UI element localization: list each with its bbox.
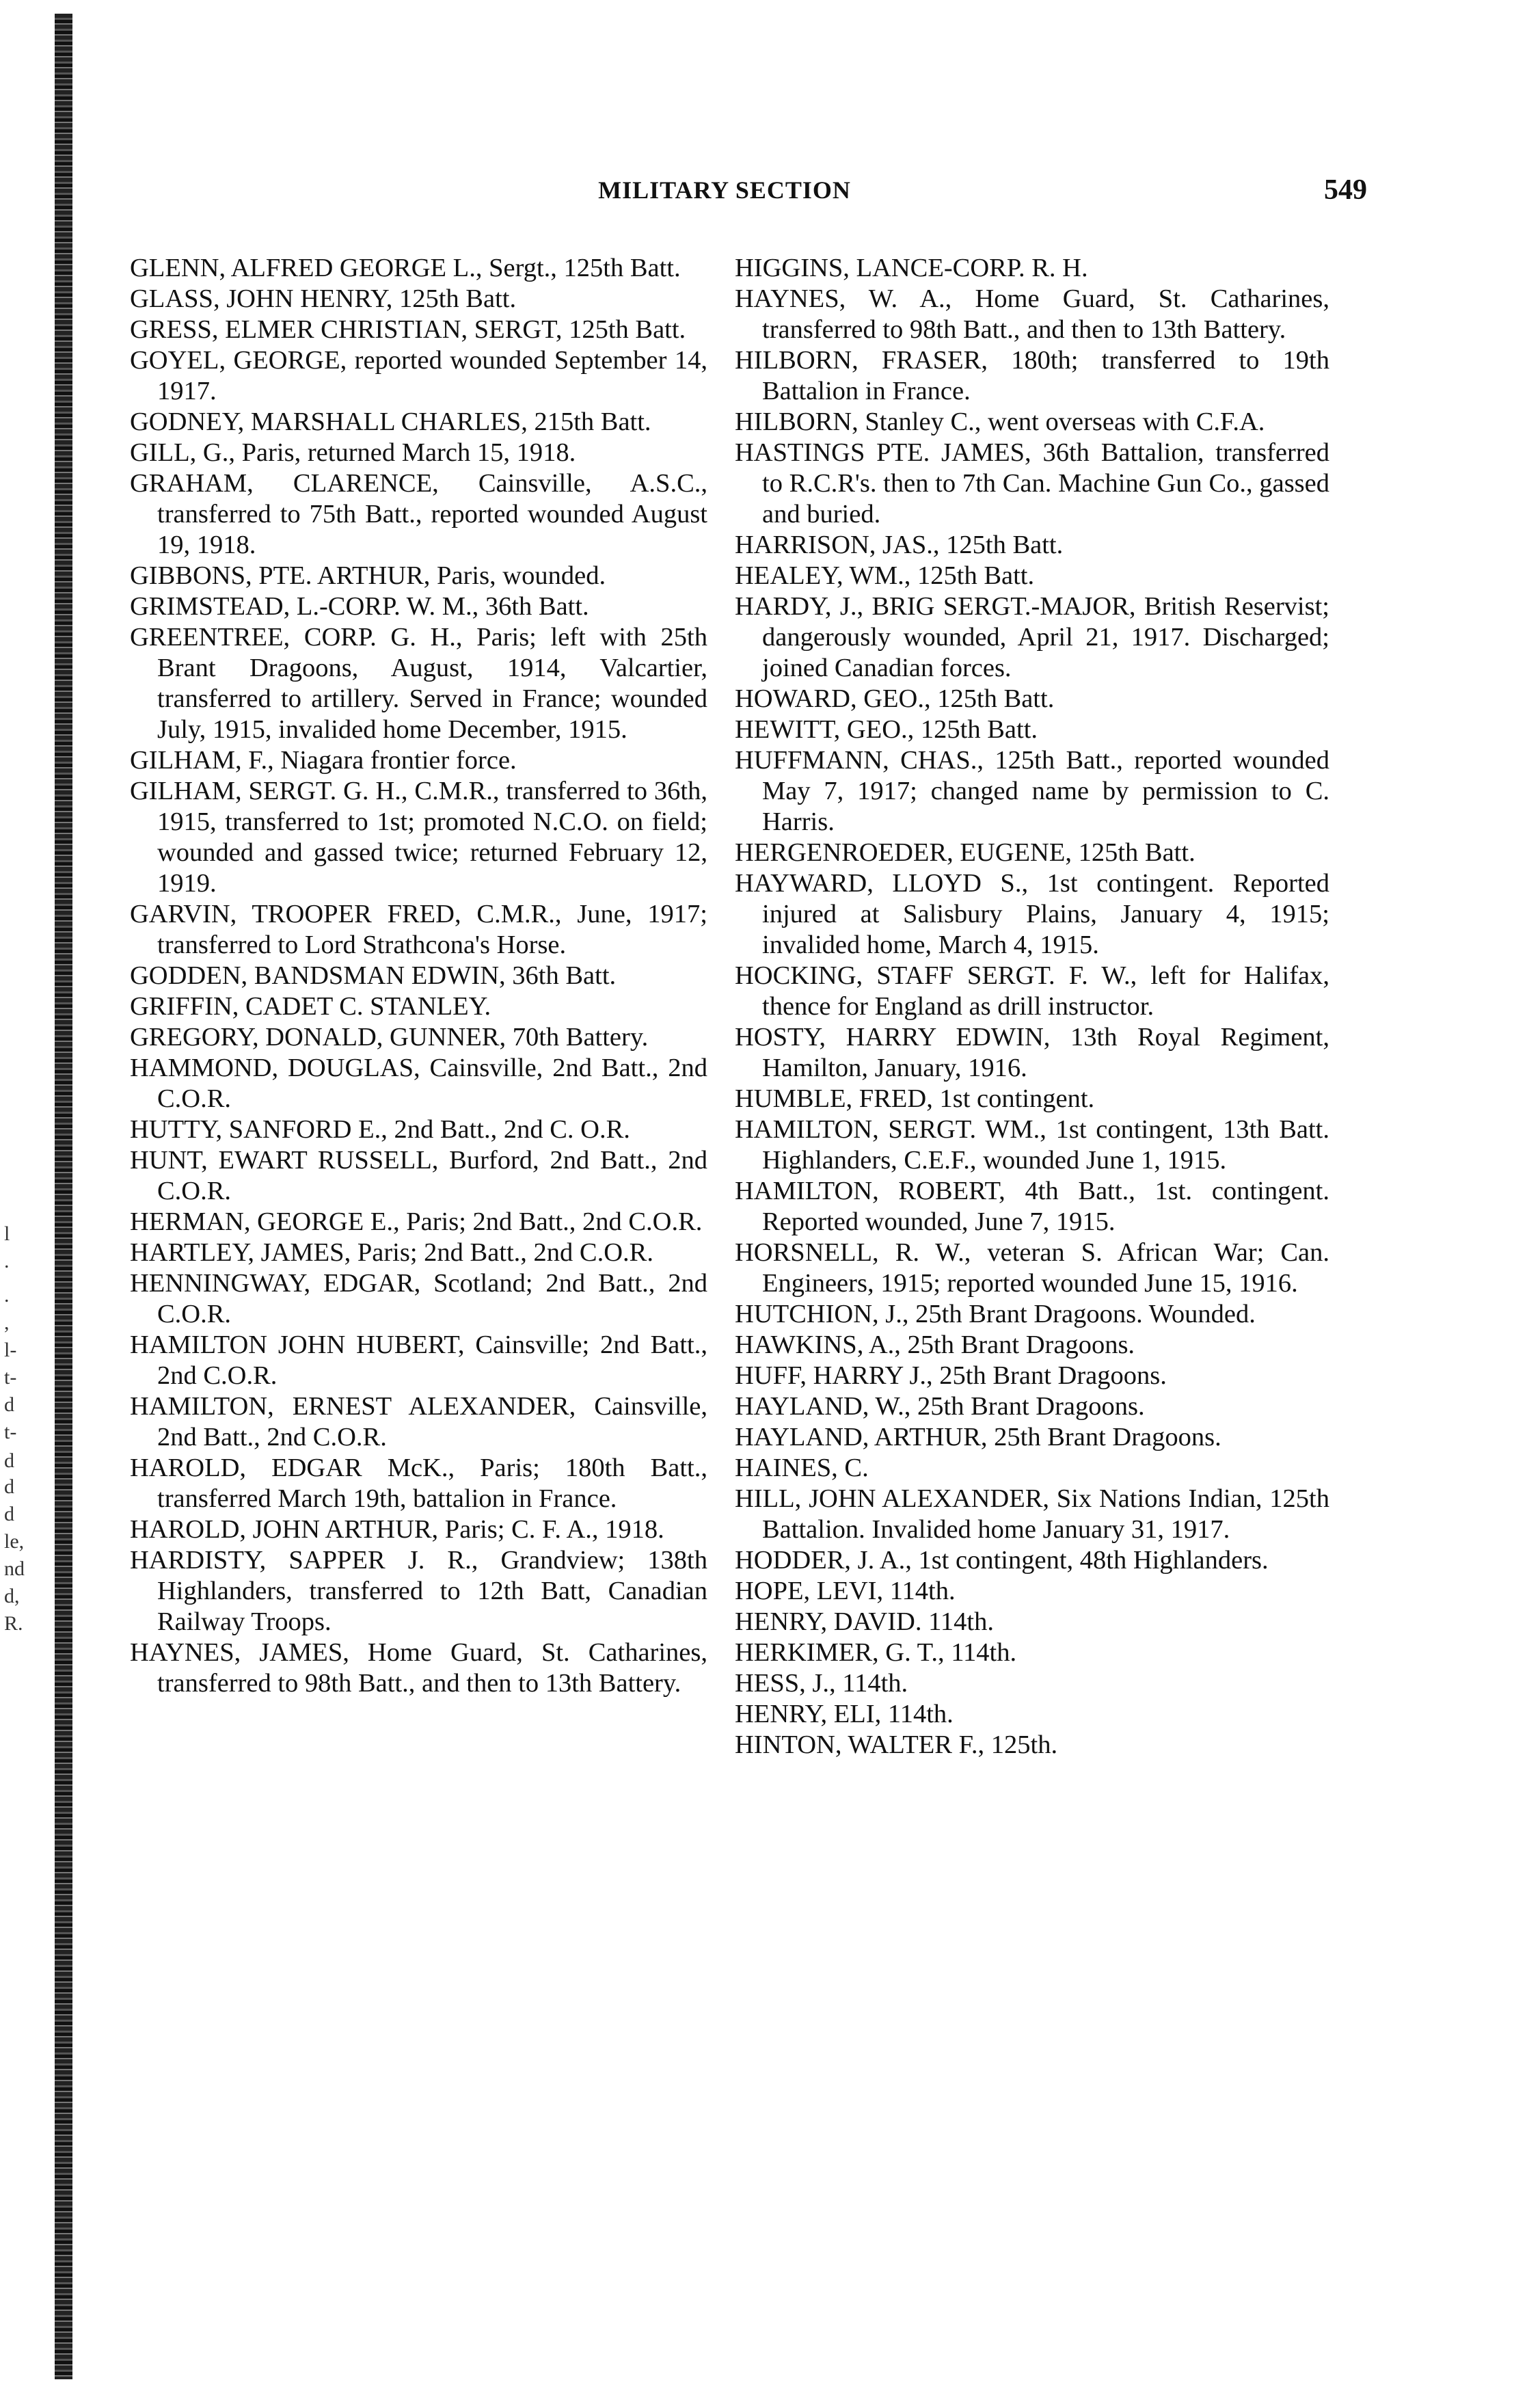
roster-entry: GRIFFIN, CADET C. STANLEY. (130, 992, 491, 1021)
roster-entry: GARVIN, TROOPER FRED, C.M.R., June, 1917; transferred to Lord Strathcona's Horse. (130, 900, 707, 959)
edge-fragment: le, (4, 1530, 25, 1553)
roster-entry: HARDY, J., BRIG SERGT.-MAJOR, British Reservist; dangerously wounded, April 21, 1917. Discharged; joined Canadian forces. (735, 592, 1329, 682)
roster-entry: GOYEL, GEORGE, reported wounded September 14, 1917. (130, 346, 707, 405)
roster-entry: HUNT, EWART RUSSELL, Burford, 2nd Batt., 2nd C.O.R. (130, 1146, 707, 1205)
roster-entry: GRAHAM, CLARENCE, Cainsville, A.S.C., transferred to 75th Batt., reported wounded August 19, 1918. (130, 469, 707, 559)
roster-entry: GODNEY, MARSHALL CHARLES, 215th Batt. (130, 407, 651, 436)
roster-entry: GLENN, ALFRED GEORGE L., Sergt., 125th Batt. (130, 254, 681, 282)
roster-entry: GILHAM, SERGT. G. H., C.M.R., transferred to 36th, 1915, transferred to 1st; promoted N.C.O. on field; wounded and gassed twice; returned February 12, 1919. (130, 777, 707, 898)
roster-entry: HAROLD, JOHN ARTHUR, Paris; C. F. A., 1918. (130, 1515, 664, 1544)
roster-entry: HODDER, J. A., 1st contingent, 48th Highlanders. (735, 1546, 1269, 1575)
roster-entry: HAYNES, W. A., Home Guard, St. Catharines, transferred to 98th Batt., and then to 13th Battery. (735, 284, 1329, 344)
edge-fragment: t- (4, 1421, 17, 1443)
roster-entry: HENNINGWAY, EDGAR, Scotland; 2nd Batt., 2nd C.O.R. (130, 1269, 707, 1328)
edge-fragment: . (4, 1250, 10, 1272)
roster-entry: HOCKING, STAFF SERGT. F. W., left for Halifax, thence for England as drill instructor. (735, 961, 1329, 1021)
roster-entry: GIBBONS, PTE. ARTHUR, Paris, wounded. (130, 561, 606, 590)
roster-entry: HOPE, LEVI, 114th. (735, 1577, 956, 1605)
edge-fragment: nd (4, 1557, 25, 1580)
roster-entry: HILBORN, FRASER, 180th; transferred to 19th Battalion in France. (735, 346, 1329, 405)
roster-entry: HORSNELL, R. W., veteran S. African War; Can. Engineers, 1915; reported wounded June 15, 1916. (735, 1238, 1329, 1298)
edge-fragment: t- (4, 1366, 17, 1389)
roster-entry: HEWITT, GEO., 125th Batt. (735, 715, 1038, 744)
roster-entry: HESS, J., 114th. (735, 1669, 908, 1698)
roster-entry: HAMILTON, SERGT. WM., 1st contingent, 13th Batt. Highlanders, C.E.F., wounded June 1, 1915. (735, 1115, 1329, 1175)
roster-entry: GILHAM, F., Niagara frontier force. (130, 746, 517, 775)
edge-fragment: R. (4, 1612, 23, 1635)
roster-entry: HINTON, WALTER F., 125th. (735, 1730, 1058, 1759)
roster-entry: HUFF, HARRY J., 25th Brant Dragoons. (735, 1361, 1167, 1390)
roster-entry: HAYNES, JAMES, Home Guard, St. Catharines, transferred to 98th Batt., and then to 13th Battery. (130, 1638, 707, 1698)
roster-entry: HUFFMANN, CHAS., 125th Batt., reported wounded May 7, 1917; changed name by permission to C. Harris. (735, 746, 1329, 836)
roster-entry: HAROLD, EDGAR McK., Paris; 180th Batt., transferred March 19th, battalion in France. (130, 1454, 707, 1513)
roster-entry: HILL, JOHN ALEXANDER, Six Nations Indian, 125th Battalion. Invalided home January 31, 1917. (735, 1484, 1329, 1544)
roster-entry: GREENTREE, CORP. G. H., Paris; left with 25th Brant Dragoons, August, 1914, Valcartier, transferred to artillery. Served in France; wounded July, 1915, invalided home December, 1915. (130, 623, 707, 744)
edge-fragment: d (4, 1393, 14, 1416)
edge-fragment: . (4, 1284, 10, 1307)
edge-fragment: , (4, 1311, 10, 1334)
edge-fragment: l (4, 1222, 10, 1245)
roster-entry: HASTINGS PTE. JAMES, 36th Battalion, transferred to R.C.R's. then to 7th Can. Machine Gun Co., gassed and buried. (735, 438, 1329, 529)
roster-entry: HUMBLE, FRED, 1st contingent. (735, 1084, 1095, 1113)
edge-fragment: d (4, 1475, 14, 1498)
roster-entry: GODDEN, BANDSMAN EDWIN, 36th Batt. (130, 961, 617, 990)
edge-fragment: d (4, 1449, 14, 1472)
binding-gutter (55, 14, 72, 2379)
roster-entry: HAYLAND, W., 25th Brant Dragoons. (735, 1392, 1145, 1421)
edge-fragment: d, (4, 1585, 20, 1607)
roster-entry: HARRISON, JAS., 125th Batt. (735, 531, 1064, 559)
roster-entry: HARDISTY, SAPPER J. R., Grandview; 138th Highlanders, transferred to 12th Batt, Canadian Railway Troops. (130, 1546, 707, 1636)
roster-entry: HILBORN, Stanley C., went overseas with C.F.A. (735, 407, 1265, 436)
roster-entry: HERKIMER, G. T., 114th. (735, 1638, 1017, 1667)
roster-entry: HAMMOND, DOUGLAS, Cainsville, 2nd Batt., 2nd C.O.R. (130, 1054, 707, 1113)
right-column (735, 253, 1329, 1761)
roster-entry: HUTTY, SANFORD E., 2nd Batt., 2nd C. O.R. (130, 1115, 630, 1144)
roster-entry: HARTLEY, JAMES, Paris; 2nd Batt., 2nd C.O.R. (130, 1238, 653, 1267)
roster-entry: HAWKINS, A., 25th Brant Dragoons. (735, 1330, 1135, 1359)
roster-entry: GREGORY, DONALD, GUNNER, 70th Battery. (130, 1023, 649, 1052)
roster-entry: HENRY, ELI, 114th. (735, 1700, 954, 1728)
roster-entry: HOWARD, GEO., 125th Batt. (735, 684, 1055, 713)
roster-entry: HAINES, C. (735, 1454, 869, 1482)
roster-entry: HOSTY, HARRY EDWIN, 13th Royal Regiment, Hamilton, January, 1916. (735, 1023, 1329, 1082)
page-number: 549 (1324, 174, 1367, 206)
roster-entry: HERMAN, GEORGE E., Paris; 2nd Batt., 2nd C.O.R. (130, 1207, 703, 1236)
page-edge-fragments (0, 0, 55, 2408)
roster-entry: GLASS, JOHN HENRY, 125th Batt. (130, 284, 517, 313)
roster-entry: GRESS, ELMER CHRISTIAN, SERGT, 125th Batt. (130, 315, 686, 344)
page-header (82, 170, 1367, 211)
edge-fragment: l- (4, 1339, 17, 1361)
running-head: MILITARY SECTION (598, 176, 851, 204)
roster-entry: HAYWARD, LLOYD S., 1st contingent. Reported injured at Salisbury Plains, January 4, 1915; invalided home, March 4, 1915. (735, 869, 1329, 959)
roster-entry: HEALEY, WM., 125th Batt. (735, 561, 1035, 590)
roster-entry: HAYLAND, ARTHUR, 25th Brant Dragoons. (735, 1423, 1221, 1452)
roster-entry: HUTCHION, J., 25th Brant Dragoons. Wounded. (735, 1300, 1256, 1328)
roster-entry: HIGGINS, LANCE-CORP. R. H. (735, 254, 1088, 282)
left-column (130, 253, 707, 1699)
roster-entry: GILL, G., Paris, returned March 15, 1918. (130, 438, 576, 467)
roster-entry: HENRY, DAVID. 114th. (735, 1607, 994, 1636)
roster-entry: HAMILTON, ERNEST ALEXANDER, Cainsville, 2nd Batt., 2nd C.O.R. (130, 1392, 707, 1452)
roster-entry: HAMILTON, ROBERT, 4th Batt., 1st. contingent. Reported wounded, June 7, 1915. (735, 1177, 1329, 1236)
edge-fragment: d (4, 1503, 14, 1525)
roster-entry: HERGENROEDER, EUGENE, 125th Batt. (735, 838, 1195, 867)
roster-entry: HAMILTON JOHN HUBERT, Cainsville; 2nd Batt., 2nd C.O.R. (130, 1330, 707, 1390)
roster-entry: GRIMSTEAD, L.-CORP. W. M., 36th Batt. (130, 592, 589, 621)
